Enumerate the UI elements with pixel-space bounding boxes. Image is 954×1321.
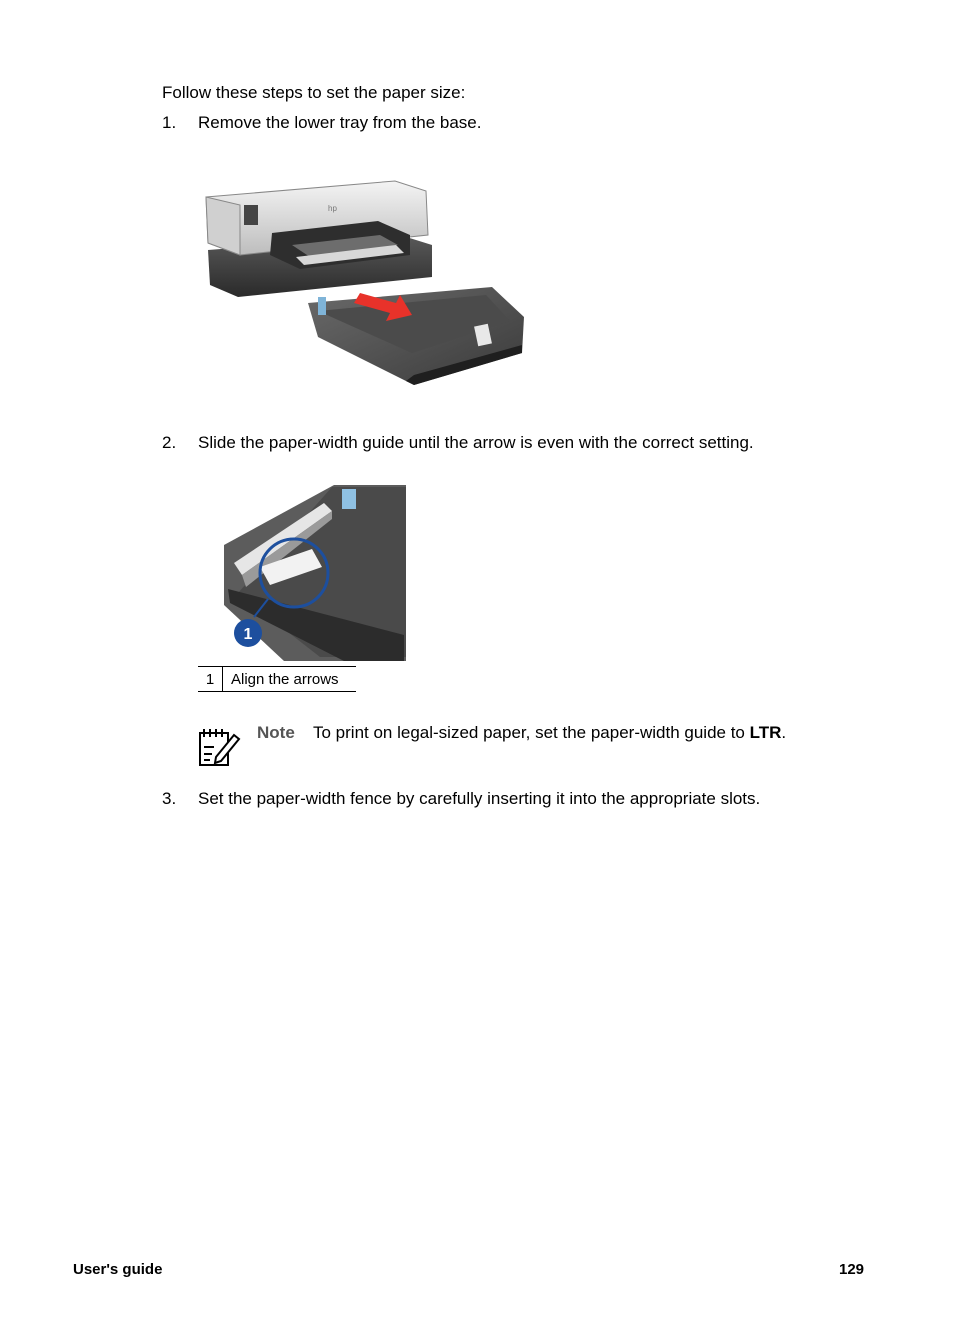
callout-number: 1 [243,626,253,643]
legend-label: Align the arrows [231,671,339,688]
step-1-text: Remove the lower tray from the base. [198,113,482,132]
legend-number: 1 [198,667,223,691]
note-icon [196,725,242,769]
figure-legend-table [198,666,356,692]
step-3-text: Set the paper-width fence by carefully inserting it into the appropriate slots. [198,789,761,808]
note-emphasis: LTR [749,723,782,742]
intro-text: Follow these steps to set the paper size: [162,83,466,102]
printer-logo: hp [328,204,337,213]
footer-guide-title: User's guide [73,1261,163,1278]
page-number: 129 [839,1261,865,1278]
printer-tray-illustration [200,175,526,390]
step-3-number: 3. [162,789,177,808]
step-2-text: Slide the paper-width guide until the arrow is even with the correct setting. [198,433,754,452]
step-2-number: 2. [162,433,177,452]
note-label: Note [257,723,295,742]
step-1-number: 1. [162,113,177,132]
note-text: To print on legal-sized paper, set the paper-width guide to LTR. [313,723,787,742]
paper-width-guide-illustration [224,485,406,661]
